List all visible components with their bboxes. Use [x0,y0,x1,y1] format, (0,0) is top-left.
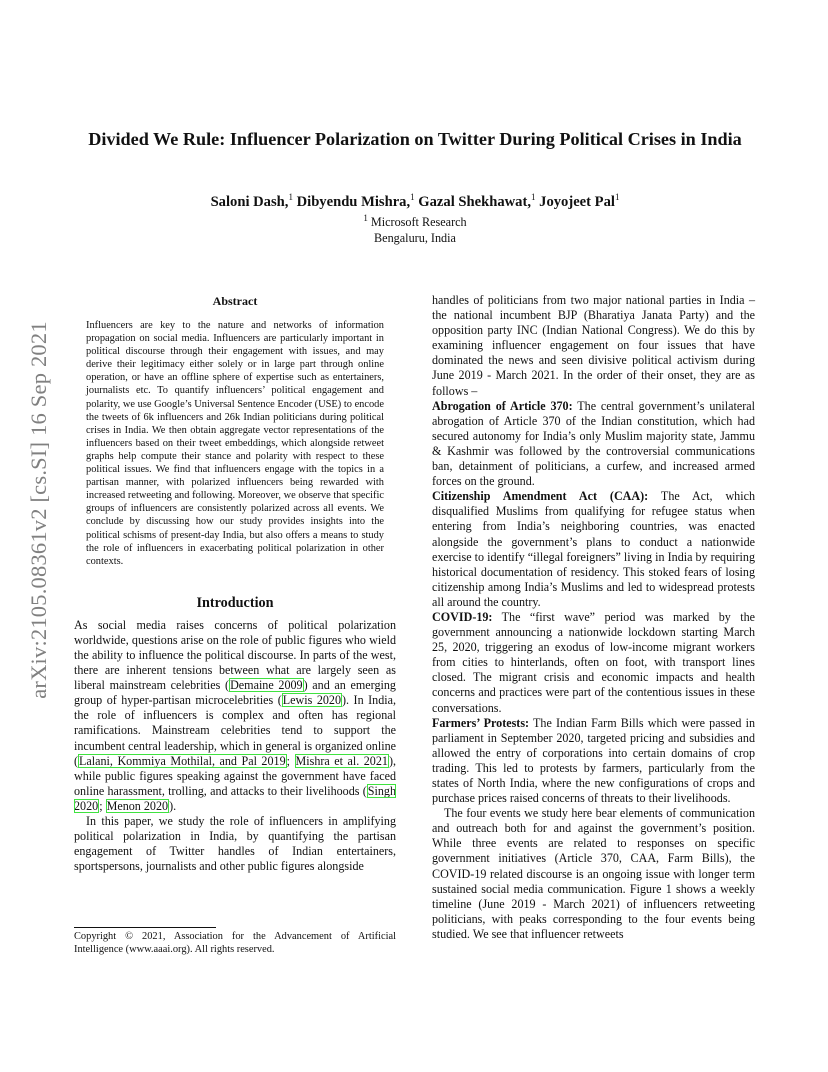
introduction-heading: Introduction [196,594,274,611]
affiliation-mark: 1 [363,213,368,223]
citation-link[interactable]: Lalani, Kommiya Mothilal, and Pal 2019 [79,753,286,768]
copyright-text: Copyright © 2021, Association for the Advancement of Artificial Intelligence (www.aaai.org). All rights reserved. [74,931,396,955]
author-name: Dibyendu Mishra, [296,193,411,210]
right-paragraph-final: The four events we study here bear elements of communication and outreach both for and against the government’s position. While three events are related to responses on specific government initiatives (Article 370, CAA, Farm Bills), the COVID-19 related discourse is an ongoing issue with longer term sustained social media communication. Figure 1 shows a weekly timeline (June 2019 - March 2021) of influencers retweeting politicians, with peaks corresponding to the four events being studied. We see that influencer retweets [432,806,755,941]
abstract-heading: Abstract [212,294,258,308]
intro-paragraph-1: As social media raises concerns of political polarization worldwide, questions arise on the role of public figures who wield the ability to influence the political discourse. In parts of the west, there are inherent tensions between what are largely seen as liberal mainstream celebrities (Demaine 2009) and an emerging group of hyper-partisan microcelebrities (Lewis 2020). In India, the role of influencers is complex and often has regional ramifications. Mainstream celebrities tend to support the incumbent central leadership, which in general is organized online (Lalani, Kommiya Mothilal, and Pal 2019; Mishra et al. 2021), while public figures speaking against the government have faced online harassment, trolling, and attacks to their livelihoods (Singh 2020; Menon 2020). [74,617,397,813]
author-affiliation-mark: 1 [531,192,536,202]
copyright-footnote [74,927,396,957]
author-affiliation-mark: 1 [288,192,293,202]
affiliation-org: Microsoft Research [370,215,467,230]
right-column [432,293,755,942]
affiliation-city: Bengaluru, India [374,231,456,246]
citation-link[interactable]: Demaine 2009 [230,678,303,693]
citation-link[interactable]: Singh 2020 [74,783,396,813]
right-paragraph-intro: handles of politicians from two major national parties in India – the national incumbent BJP (Bharatiya Janata Party) and the opposition party INC (Indian National Congress). We do this by examining influencer engagement on four issues that have dominated the news and seen divisive political activism during June 2019 - March 2021. In the order of their onset, they are as follows – [432,293,755,398]
citation-link[interactable]: Menon 2020 [106,798,169,813]
event-label: Abrogation of Article 370: [432,398,573,413]
arxiv-identifier [22,290,56,730]
abstract-text: Influencers are key to the nature and networks of information propagation on social media. Influencers are particularly important in political discourse through their engagement with issues, and may derive their legitimacy either solely or in large part through online operation, or have an offline sphere of expertise such as entertainers, journalists etc. To quantify influencers’ political engagement and polarity, we use Google’s Universal Sentence Encoder (USE) to encode the tweets of 6k influencers and 26k Indian politicians during political crises in India. We then obtain aggregate vector representations of the influencers based on their tweet embeddings, which alongside retweet graphs help compute their stance and polarity with respect to these political issues. We find that influencers engage with the topics in a partisan manner, with polarized influencers being rewarded with increased retweeting and following. Moreover, we observe that specific groups of influencers are consistently polarized across all events. We conclude by discussing how our study provides insights into the political schisms of present-day India, but also offers a means to study the role of influencers in exacerbating political polarization in other contexts. [86,320,384,567]
author-name: Gazal Shekhawat, [418,193,531,210]
citation-link[interactable]: Mishra et al. 2021 [295,753,388,768]
event-label: Citizenship Amendment Act (CAA): [432,489,649,504]
author-name: Joyojeet Pal [539,193,615,210]
left-column [74,293,396,874]
event-farmers-protests: Farmers’ Protests: The Indian Farm Bills which were passed in parliament in September 2020, targeted pricing and subsidies and allowed the entry of corporations into certain domains of crop trading. This led to protests by farmers, particularly from the states of North India, where the new configurations of crops and purchase prices raised concerns of threats to their livelihoods. [432,715,756,806]
event-covid-19: COVID-19: The “first wave” period was marked by the government announcing a nationwide lockdown starting March 25, 2020, triggering an exodus of low-income migrant workers from cities to hinterlands, often on foot, with transport lines closed. The migrant crisis and economic impacts and health concerns and practices were part of the contentious issues in these conversations. [432,609,755,715]
event-label: COVID-19: [432,609,493,624]
author-affiliation-mark: 1 [614,192,620,202]
citation-link[interactable]: Lewis 2020 [282,693,342,708]
author-list [80,188,750,211]
event-label: Farmers’ Protests: [432,715,530,730]
author-name: Saloni Dash, [210,193,289,210]
intro-paragraph-2: In this paper, we study the role of influencers in amplifying political polarization in India, by quantifying the partisan engagement of Twitter handles of Indian entertainers, sportspersons, journalists and other public figures alongside [74,814,396,874]
paper-title: Divided We Rule: Influencer Polarization on Twitter During Political Crises in India [88,129,742,149]
event-article-370: Abrogation of Article 370: The central government’s unilateral abrogation of Article 370 of the Indian constitution, which had secured autonomy for India’s only Muslim majority state, Jammu & Kashmir was followed by the controversial communications ban, detainment of politicians, a curfew, and increased armed forces on the ground. [432,398,755,489]
author-affiliation-mark: 1 [410,192,415,202]
affiliation-block [80,210,750,246]
arxiv-identifier-text: arXiv:2105.08361v2 [cs.SI] 16 Sep 2021 [26,321,51,699]
event-caa: Citizenship Amendment Act (CAA): The Act, which disqualified Muslims from qualifying for refugee status when entering from India’s neighboring countries, was enacted alongside the government’s plans to conduct a nationwide exercise to identify “illegal foreigners” living in India by requiring historical documentation of residency. This stoked fears of losing citizenship among India’s Muslims and led to widespread protests all around the country. [432,489,755,609]
